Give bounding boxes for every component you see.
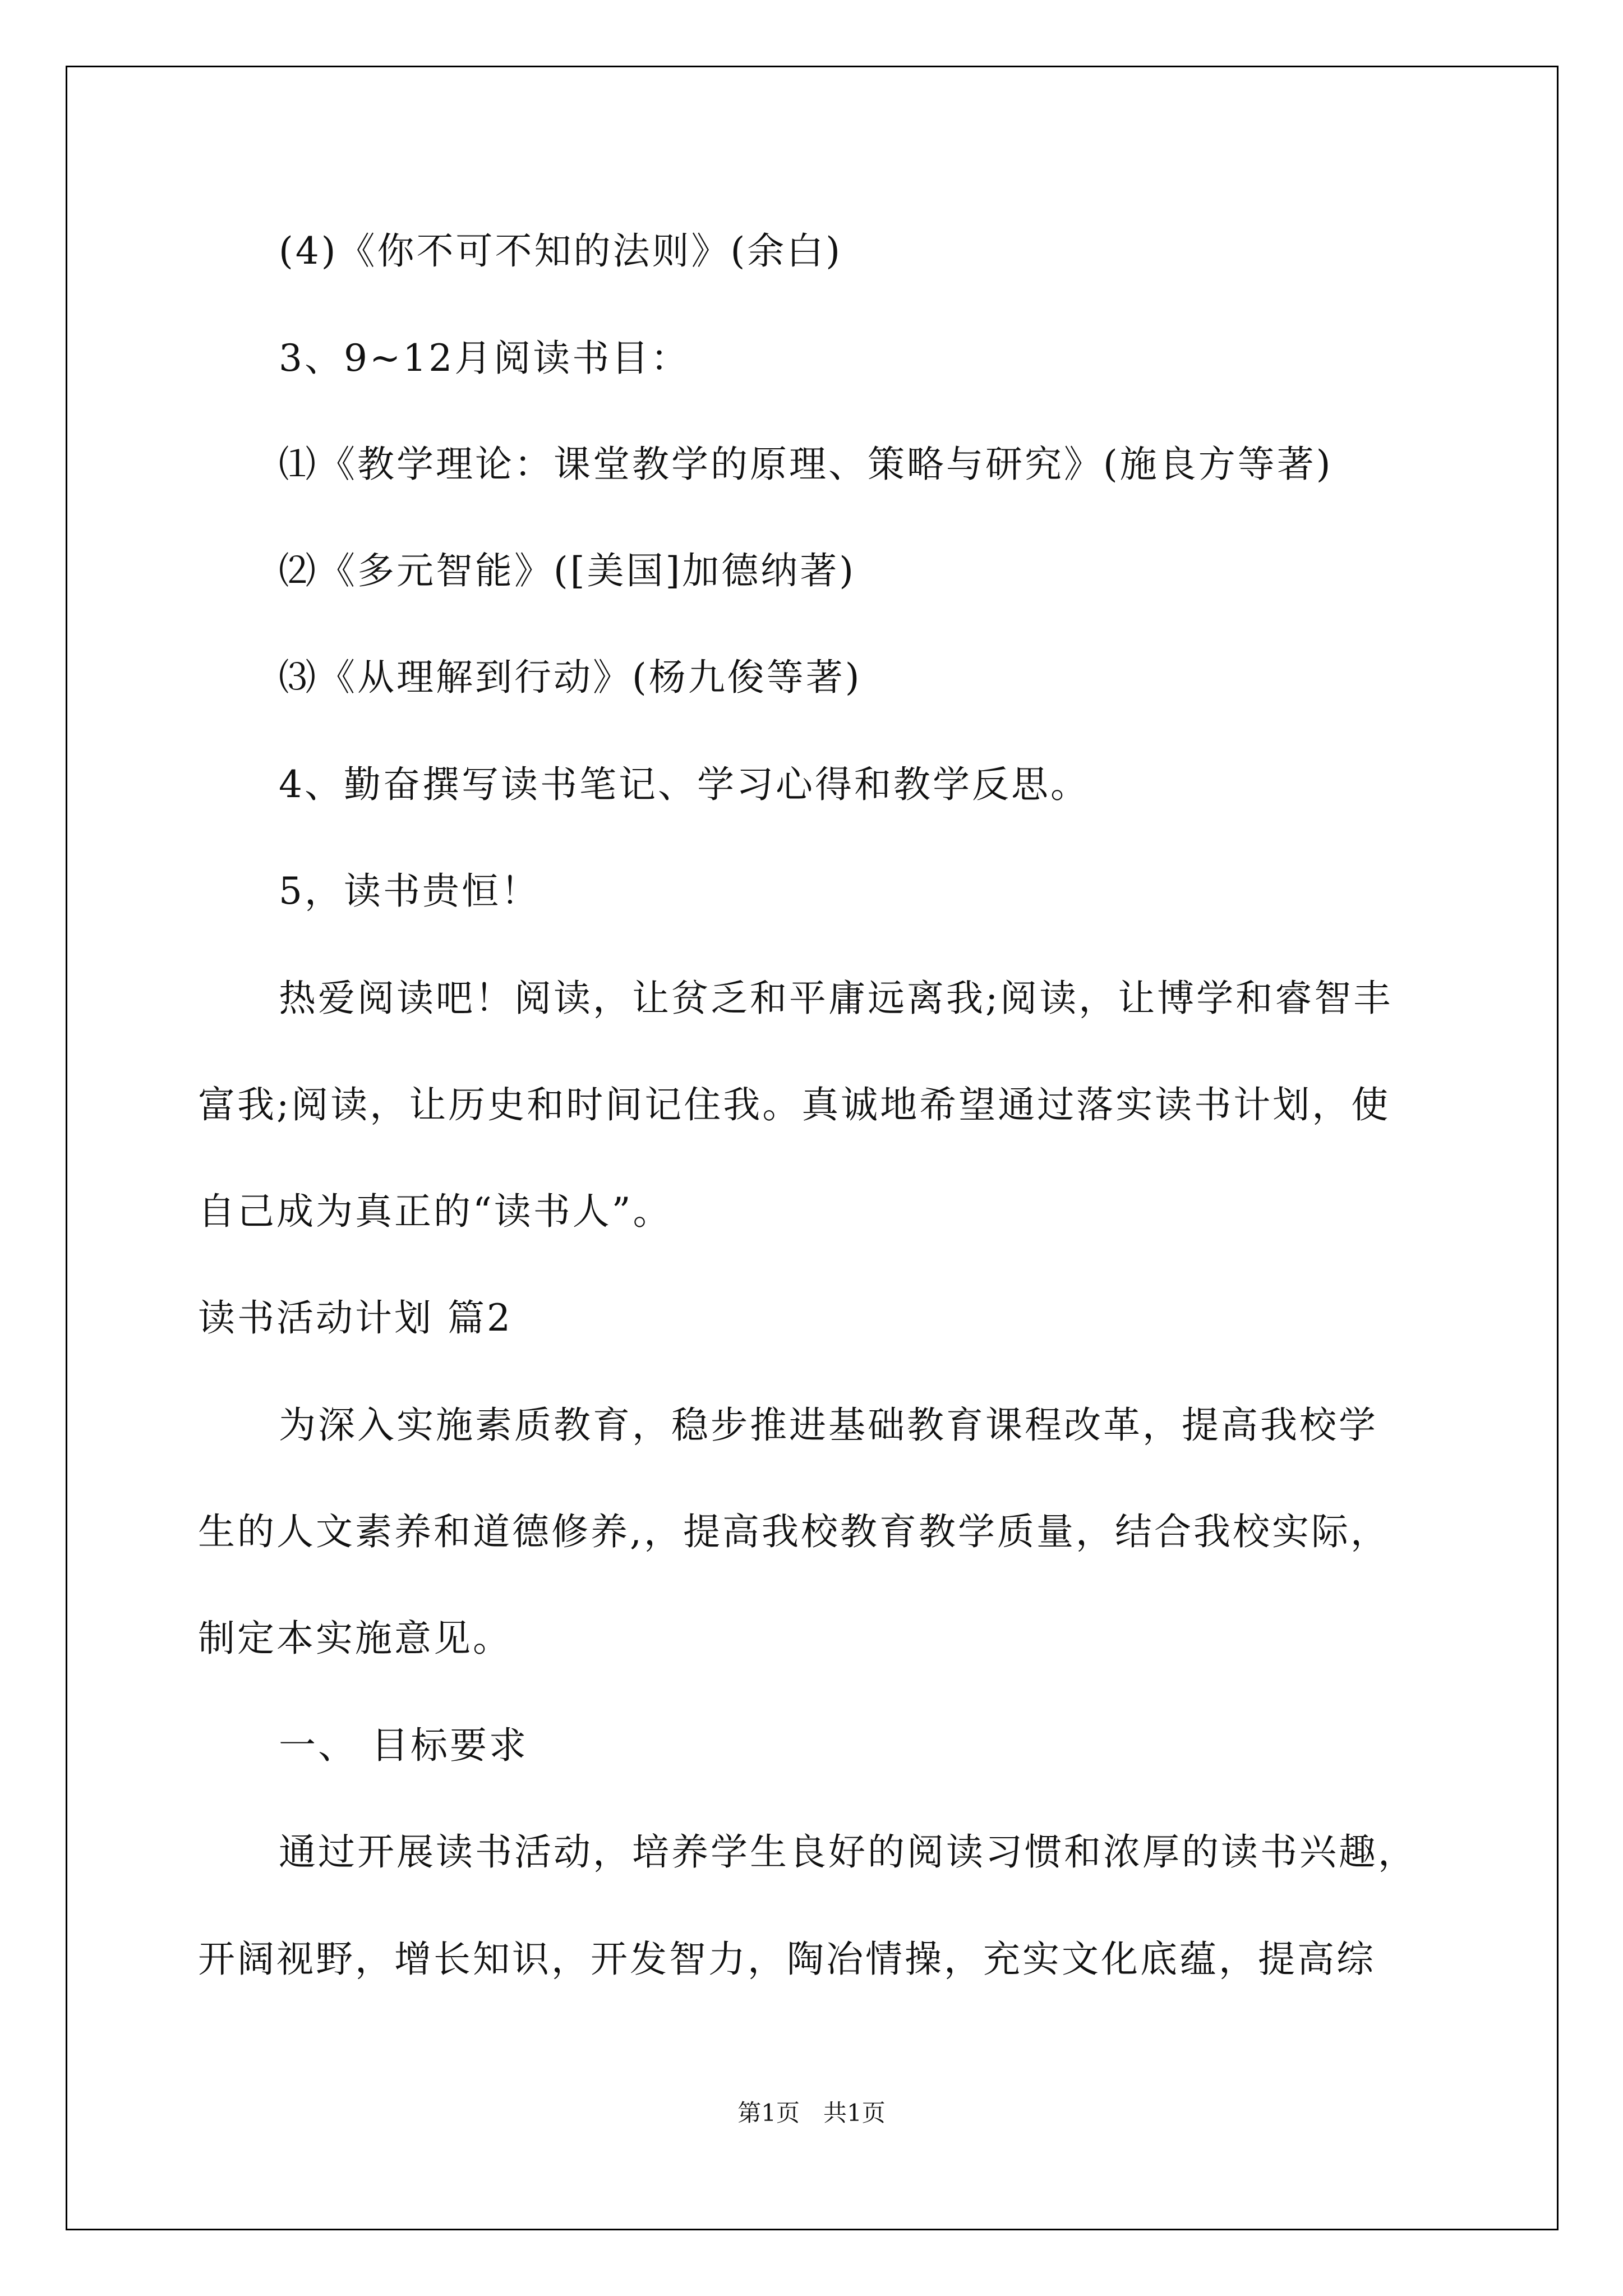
book-item-3: ⑶《从理解到行动》(杨九俊等著)	[279, 656, 862, 699]
paragraph-line: 生的人文素养和道德修养,，提高我校教育教学质量，结合我校实际，	[198, 1510, 1390, 1553]
section-title: 读书活动计划 篇2	[198, 1296, 513, 1340]
paragraph-line: 富我;阅读，让历史和时间记住我。真诚地希望通过落实读书计划，使	[198, 1083, 1391, 1126]
book-item-2: ⑵《多元智能》([美国]加德纳著)	[279, 549, 856, 592]
point-4: 4、勤奋撰写读书笔记、学习心得和教学反思。	[279, 763, 1090, 806]
paragraph-line: 自己成为真正的“读书人”。	[198, 1190, 672, 1233]
book-item-1: ⑴《教学理论：课堂教学的原理、策略与研究》(施良方等著)	[279, 443, 1333, 486]
page-footer: 第1页 共1页	[737, 2099, 886, 2127]
point-5: 5，读书贵恒！	[279, 869, 540, 913]
section-heading-sep-dec: 3、9~12月阅读书目：	[279, 337, 690, 380]
subsection-heading: 一、 目标要求	[279, 1724, 528, 1767]
book-item-4: (4)《你不可不知的法则》(余白)	[279, 229, 842, 273]
paragraph-line: 热爱阅读吧！阅读，让贫乏和平庸远离我;阅读，让博学和睿智丰	[279, 977, 1393, 1020]
paragraph-line: 制定本实施意见。	[198, 1617, 512, 1660]
paragraph-line: 开阔视野，增长知识，开发智力，陶冶情操，充实文化底蕴，提高综	[198, 1938, 1376, 1981]
paragraph-line: 为深入实施素质教育，稳步推进基础教育课程改革，提高我校学	[279, 1404, 1378, 1447]
paragraph-line: 通过开展读书活动，培养学生良好的阅读习惯和浓厚的读书兴趣，	[279, 1830, 1417, 1874]
